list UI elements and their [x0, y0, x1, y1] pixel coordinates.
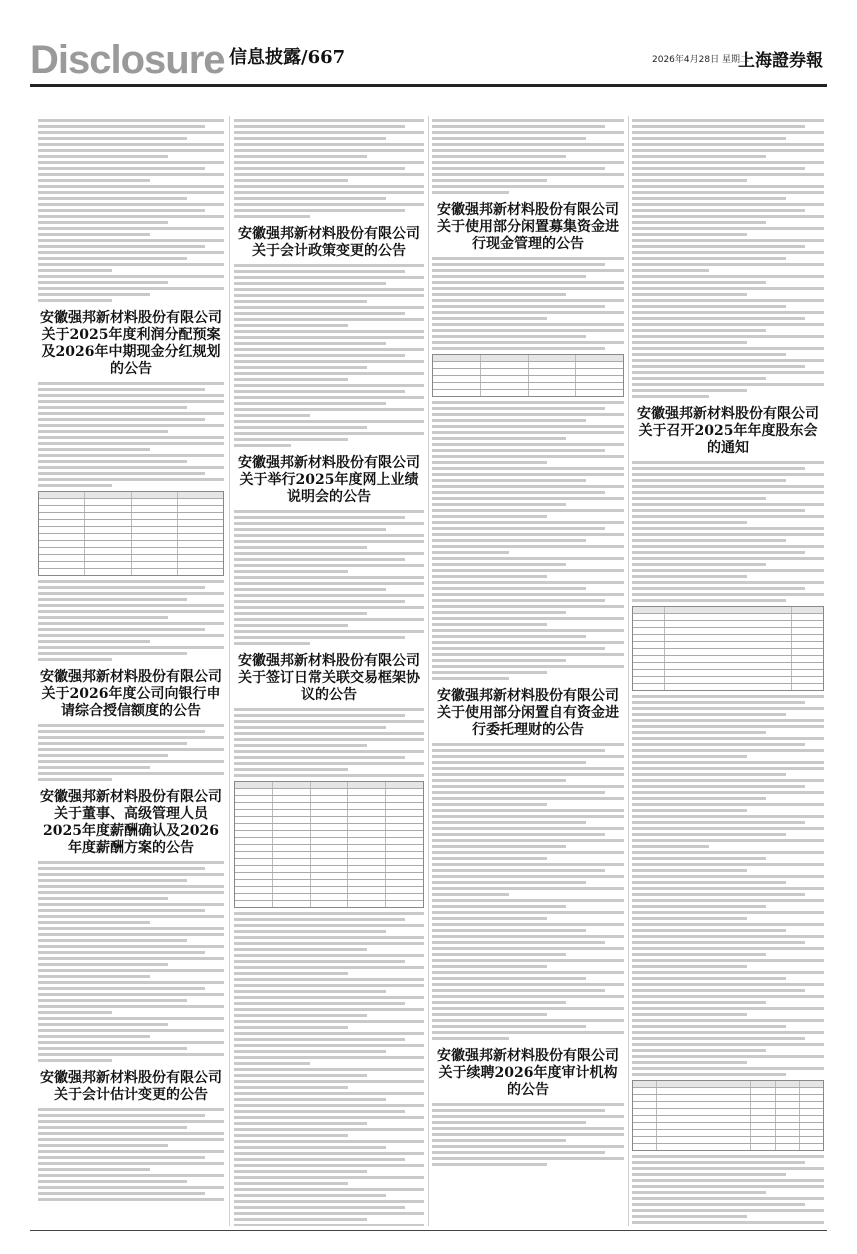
notice-title: 安徽强邦新材料股份有限公司关于董事、高级管理人员2025年度薪酬确认及2026年度薪酬方案的公告: [40, 789, 222, 856]
notice-title: 安徽强邦新材料股份有限公司关于签订日常关联交易框架协议的公告: [238, 653, 420, 703]
notice-director-compensation: [38, 789, 224, 1062]
notice-related-transactions: [234, 653, 424, 1226]
notice-continuation: [432, 119, 624, 194]
notice-title: 安徽强邦新材料股份有限公司关于会计政策变更的公告: [238, 226, 420, 259]
fund-usage-table: [432, 354, 624, 397]
notice-continuation: [632, 119, 824, 398]
proposal-table: [632, 606, 824, 691]
column-divider: [229, 116, 230, 1226]
column-divider: [628, 116, 629, 1226]
notice-title: 安徽强邦新材料股份有限公司关于2026年度公司向银行申请综合授信额度的公告: [40, 669, 222, 719]
notice-earnings-call: [234, 455, 424, 645]
notice-accounting-estimate: [38, 1070, 224, 1201]
footer-rule: [30, 1230, 827, 1231]
notice-title: 安徽强邦新材料股份有限公司关于会计估计变更的公告: [40, 1070, 222, 1103]
page-title: 信息披露/667: [229, 47, 346, 68]
column-divider: [428, 116, 429, 1226]
notice-continuation: [234, 119, 424, 218]
notice-title: 安徽强邦新材料股份有限公司关于2025年度利润分配预案及2026年中期现金分红规划的公告: [40, 310, 222, 377]
notice-shareholder-meeting: [632, 406, 824, 1226]
related-transaction-table: [234, 781, 424, 908]
notice-accounting-policy: [234, 226, 424, 447]
notice-continuation: [38, 119, 224, 302]
notice-raised-funds-management: [432, 202, 624, 680]
column-4: [632, 116, 824, 1226]
issue-date: 2026年4月28日 星期二: [652, 55, 749, 65]
disclosure-logo: Disclosure: [30, 38, 225, 82]
column-2: [234, 116, 424, 1226]
newspaper-name: 上海證券報: [738, 51, 823, 71]
column-3: [432, 116, 624, 1226]
notice-bank-credit: [38, 669, 224, 781]
notice-auditor-reappointment: [432, 1048, 624, 1166]
dividend-table: [38, 491, 224, 576]
notice-title: 安徽强邦新材料股份有限公司关于使用部分闲置募集资金进行现金管理的公告: [437, 202, 619, 252]
header-rule: [30, 84, 827, 87]
notice-entrusted-wealth: [432, 688, 624, 1040]
notice-profit-distribution: [38, 310, 224, 661]
notice-title: 安徽强邦新材料股份有限公司关于使用部分闲置自有资金进行委托理财的公告: [437, 688, 619, 738]
notice-title: 安徽强邦新材料股份有限公司关于召开2025年年度股东会的通知: [637, 406, 819, 456]
masthead: [30, 38, 827, 82]
column-1: [38, 116, 224, 1226]
notice-title: 安徽强邦新材料股份有限公司关于续聘2026年度审计机构的公告: [437, 1048, 619, 1098]
proxy-vote-table: [632, 1080, 824, 1151]
notice-title: 安徽强邦新材料股份有限公司关于举行2025年度网上业绩说明会的公告: [238, 455, 420, 505]
